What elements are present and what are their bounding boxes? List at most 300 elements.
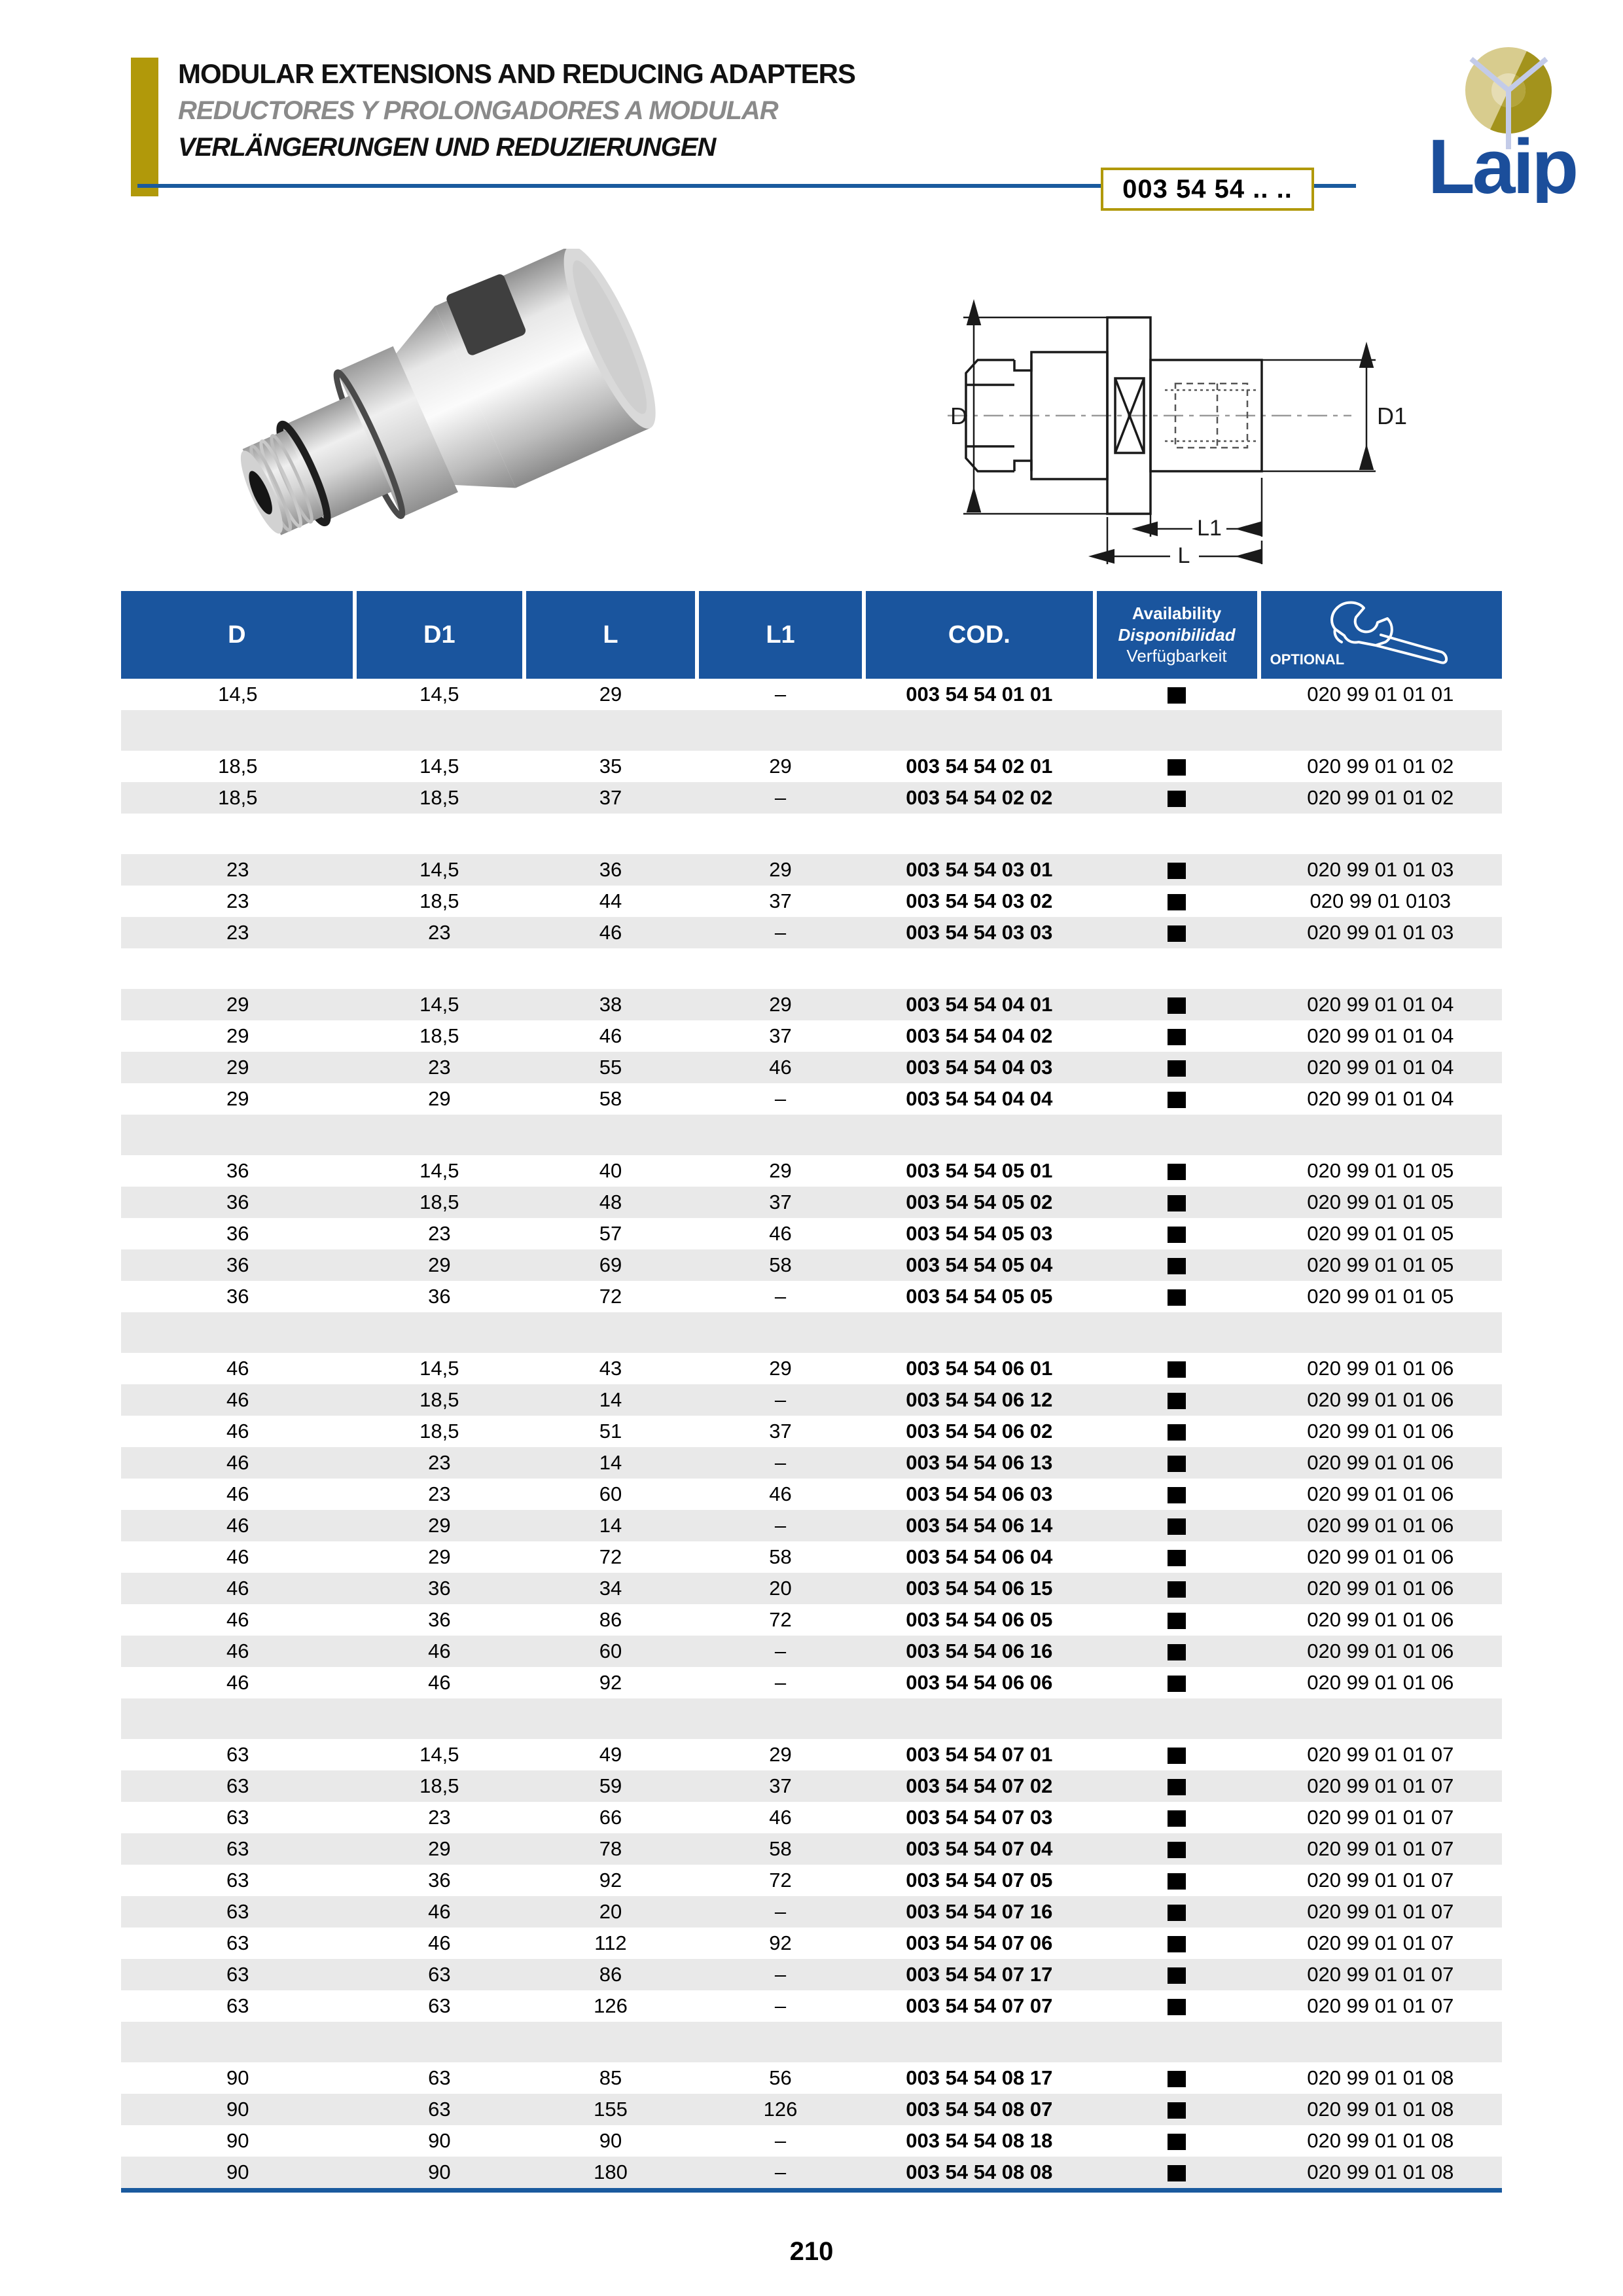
cell-d1: 18,5 (419, 1420, 459, 1443)
page-titles (178, 60, 855, 160)
cell-cod: 003 54 54 06 15 (906, 1577, 1053, 1600)
cell-cod: 003 54 54 04 01 (906, 993, 1053, 1016)
cell-availability (1095, 2094, 1259, 2125)
availability-square-icon (1168, 863, 1186, 879)
cell-availability (1095, 1896, 1259, 1928)
cell-optional-code: 020 99 01 01 05 (1307, 1222, 1454, 1245)
cell-d1: 46 (428, 1640, 451, 1662)
dim-label-l1: L1 (1197, 516, 1222, 541)
cell-d: 63 (226, 1900, 249, 1923)
cell-l: 78 (599, 1837, 622, 1860)
cell-d1: 14,5 (419, 1159, 459, 1182)
cell-optional-code: 020 99 01 01 07 (1307, 1869, 1454, 1892)
availability-es: Disponibilidad (1118, 624, 1236, 645)
cell-availability (1095, 1739, 1259, 1770)
cell-l1: – (774, 1900, 787, 1923)
table-spacer-row (121, 814, 1502, 854)
availability-square-icon (1168, 1361, 1186, 1378)
product-table-wrap (121, 591, 1502, 2193)
cell-d1: 36 (428, 1285, 451, 1308)
cell-optional-code: 020 99 01 01 02 (1307, 786, 1454, 809)
availability-square-icon (1168, 1873, 1186, 1890)
cell-l: 72 (599, 1545, 622, 1568)
cell-availability (1095, 1416, 1259, 1447)
table-row (121, 1249, 1502, 1281)
cell-availability (1095, 679, 1259, 710)
availability-en: Availability (1132, 603, 1222, 624)
cell-d1: 14,5 (419, 755, 459, 778)
cell-optional-code: 020 99 01 01 05 (1307, 1159, 1454, 1182)
cell-d: 90 (226, 2066, 249, 2089)
spacer-cell (121, 1698, 1502, 1739)
table-row (121, 1479, 1502, 1510)
cell-d: 46 (226, 1545, 249, 1568)
table-row (121, 1896, 1502, 1928)
cell-cod: 003 54 54 03 01 (906, 858, 1053, 881)
spacer-cell (121, 1312, 1502, 1353)
col-header-optional (1259, 591, 1502, 679)
cell-l1: – (774, 1640, 787, 1662)
cell-d: 46 (226, 1514, 249, 1537)
table-row (121, 1155, 1502, 1187)
cell-l: 92 (599, 1671, 622, 1694)
cell-d1: 23 (428, 1056, 451, 1079)
spacer-cell (121, 710, 1502, 751)
cell-l: 60 (599, 1482, 622, 1505)
cell-l: 29 (599, 683, 622, 706)
cell-d: 29 (226, 1056, 249, 1079)
cell-l1: – (774, 1285, 787, 1308)
cell-l: 55 (599, 1056, 622, 1079)
page-number: 210 (789, 2237, 834, 2266)
availability-square-icon (1168, 1227, 1186, 1243)
table-row (121, 751, 1502, 782)
cell-d1: 36 (428, 1869, 451, 1892)
cell-l1: – (774, 1087, 787, 1110)
cell-l1: – (774, 1963, 787, 1986)
cell-l1: 37 (769, 1420, 792, 1443)
cell-d: 46 (226, 1671, 249, 1694)
table-row (121, 2094, 1502, 2125)
cell-optional-code: 020 99 01 01 07 (1307, 1806, 1454, 1829)
cell-d: 63 (226, 1963, 249, 1986)
cell-availability (1095, 1959, 1259, 1990)
cell-d1: 14,5 (419, 1357, 459, 1380)
availability-square-icon (1168, 1676, 1186, 1692)
cell-l1: 29 (769, 858, 792, 881)
table-spacer-row (121, 710, 1502, 751)
cell-optional-code: 020 99 01 01 05 (1307, 1285, 1454, 1308)
table-body (121, 679, 1502, 2188)
cell-l1: 58 (769, 1837, 792, 1860)
cell-l1: 29 (769, 1357, 792, 1380)
cell-l: 72 (599, 1285, 622, 1308)
availability-square-icon (1168, 687, 1186, 704)
table-row (121, 1865, 1502, 1896)
cell-d1: 18,5 (419, 1774, 459, 1797)
cell-availability (1095, 1384, 1259, 1416)
cell-cod: 003 54 54 06 02 (906, 1420, 1053, 1443)
availability-square-icon (1168, 1487, 1186, 1503)
table-row (121, 1187, 1502, 1218)
availability-square-icon (1168, 2134, 1186, 2150)
table-row (121, 1510, 1502, 1541)
cell-d: 23 (226, 858, 249, 881)
cell-availability (1095, 1802, 1259, 1833)
cell-cod: 003 54 54 07 06 (906, 1931, 1053, 1954)
cell-availability (1095, 1479, 1259, 1510)
availability-square-icon (1168, 2071, 1186, 2087)
cell-d: 46 (226, 1451, 249, 1474)
table-row (121, 1416, 1502, 1447)
table-row (121, 854, 1502, 886)
cell-availability (1095, 886, 1259, 917)
cell-optional-code: 020 99 01 01 06 (1307, 1640, 1454, 1662)
spacer-cell (121, 2022, 1502, 2062)
cell-d: 46 (226, 1577, 249, 1600)
table-spacer-row (121, 1698, 1502, 1739)
availability-square-icon (1168, 2165, 1186, 2181)
cell-cod: 003 54 54 07 17 (906, 1963, 1053, 1986)
availability-square-icon (1168, 1936, 1186, 1952)
cell-availability (1095, 917, 1259, 948)
table-row (121, 886, 1502, 917)
cell-d: 36 (226, 1222, 249, 1245)
cell-l1: – (774, 1671, 787, 1694)
laip-logo-graphic (1387, 39, 1616, 203)
cell-l: 85 (599, 2066, 622, 2089)
cell-d: 18,5 (218, 755, 258, 778)
cell-l: 38 (599, 993, 622, 1016)
cell-l1: – (774, 1514, 787, 1537)
cell-l: 48 (599, 1191, 622, 1213)
cell-optional-code: 020 99 01 01 08 (1307, 2161, 1454, 2183)
cell-availability (1095, 1928, 1259, 1959)
cell-l: 60 (599, 1640, 622, 1662)
cell-optional-code: 020 99 01 01 06 (1307, 1577, 1454, 1600)
table-row (121, 1281, 1502, 1312)
availability-square-icon (1168, 1258, 1186, 1274)
cell-l1: 20 (769, 1577, 792, 1600)
cell-optional-code: 020 99 01 01 06 (1307, 1357, 1454, 1380)
table-spacer-row (121, 2022, 1502, 2062)
cell-cod: 003 54 54 07 03 (906, 1806, 1053, 1829)
cell-cod: 003 54 54 07 01 (906, 1743, 1053, 1766)
spacer-cell (121, 948, 1502, 989)
cell-availability (1095, 1604, 1259, 1636)
cell-d: 63 (226, 1994, 249, 2017)
cell-cod: 003 54 54 04 02 (906, 1024, 1053, 1047)
cell-l: 86 (599, 1963, 622, 1986)
cell-optional-code: 020 99 01 01 06 (1307, 1545, 1454, 1568)
cell-availability (1095, 1020, 1259, 1052)
table-row (121, 989, 1502, 1020)
cell-optional-code: 020 99 01 01 02 (1307, 755, 1454, 778)
cell-l: 92 (599, 1869, 622, 1892)
cell-cod: 003 54 54 02 02 (906, 786, 1053, 809)
table-row (121, 1353, 1502, 1384)
cell-availability (1095, 1353, 1259, 1384)
cell-d: 46 (226, 1608, 249, 1631)
spacer-cell (121, 814, 1502, 854)
table-row (121, 1083, 1502, 1115)
cell-d: 46 (226, 1388, 249, 1411)
col-header-l1: L1 (697, 591, 864, 679)
cell-l: 43 (599, 1357, 622, 1380)
cell-availability (1095, 2125, 1259, 2157)
cell-d: 14,5 (218, 683, 258, 706)
cell-l: 37 (599, 786, 622, 809)
cell-l1: 58 (769, 1253, 792, 1276)
table-row (121, 1447, 1502, 1479)
cell-cod: 003 54 54 05 04 (906, 1253, 1053, 1276)
availability-square-icon (1168, 1748, 1186, 1764)
table-spacer-row (121, 1115, 1502, 1155)
cell-availability (1095, 1573, 1259, 1604)
availability-square-icon (1168, 1393, 1186, 1409)
cell-l: 66 (599, 1806, 622, 1829)
cell-d: 29 (226, 993, 249, 1016)
cell-l: 44 (599, 889, 622, 912)
cell-cod: 003 54 54 07 04 (906, 1837, 1053, 1860)
cell-l1: 92 (769, 1931, 792, 1954)
cell-d: 36 (226, 1253, 249, 1276)
table-row (121, 1604, 1502, 1636)
cell-availability (1095, 2062, 1259, 2094)
cell-optional-code: 020 99 01 01 07 (1307, 1743, 1454, 1766)
availability-square-icon (1168, 925, 1186, 942)
cell-l: 59 (599, 1774, 622, 1797)
product-photo (190, 249, 713, 576)
cell-availability (1095, 1541, 1259, 1573)
cell-availability (1095, 782, 1259, 814)
cell-l: 51 (599, 1420, 622, 1443)
cell-d1: 90 (428, 2161, 451, 2183)
cell-cod: 003 54 54 06 01 (906, 1357, 1053, 1380)
table-row (121, 1218, 1502, 1249)
cell-cod: 003 54 54 04 04 (906, 1087, 1053, 1110)
cell-cod: 003 54 54 05 01 (906, 1159, 1053, 1182)
cell-availability (1095, 1636, 1259, 1667)
cell-d: 29 (226, 1024, 249, 1047)
cell-l1: 56 (769, 2066, 792, 2089)
cell-l1: – (774, 1994, 787, 2017)
cell-d1: 23 (428, 1222, 451, 1245)
cell-cod: 003 54 54 06 04 (906, 1545, 1053, 1568)
cell-optional-code: 020 99 01 01 06 (1307, 1671, 1454, 1694)
table-row (121, 1636, 1502, 1667)
cell-l1: 46 (769, 1222, 792, 1245)
cell-l: 35 (599, 755, 622, 778)
cell-availability (1095, 1249, 1259, 1281)
cell-l1: 29 (769, 755, 792, 778)
availability-square-icon (1168, 1424, 1186, 1441)
cell-d: 63 (226, 1743, 249, 1766)
availability-square-icon (1168, 1289, 1186, 1306)
cell-availability (1095, 989, 1259, 1020)
cell-l: 155 (594, 2098, 628, 2121)
cell-l1: – (774, 2161, 787, 2183)
cell-availability (1095, 1667, 1259, 1698)
cell-optional-code: 020 99 01 01 07 (1307, 1963, 1454, 1986)
cell-d: 63 (226, 1774, 249, 1797)
cell-optional-code: 020 99 01 01 01 (1307, 683, 1454, 706)
cell-availability (1095, 1833, 1259, 1865)
cell-d1: 36 (428, 1608, 451, 1631)
cell-optional-code: 020 99 01 01 05 (1307, 1191, 1454, 1213)
availability-square-icon (1168, 1550, 1186, 1566)
cell-l1: 37 (769, 1774, 792, 1797)
table-row (121, 1573, 1502, 1604)
cell-d1: 29 (428, 1837, 451, 1860)
cell-optional-code: 020 99 01 01 06 (1307, 1388, 1454, 1411)
cell-d: 46 (226, 1640, 249, 1662)
cell-optional-code: 020 99 01 0103 (1310, 889, 1452, 912)
cell-optional-code: 020 99 01 01 04 (1307, 1087, 1454, 1110)
cell-cod: 003 54 54 03 02 (906, 889, 1053, 912)
cell-optional-code: 020 99 01 01 04 (1307, 1024, 1454, 1047)
availability-square-icon (1168, 1779, 1186, 1795)
cell-cod: 003 54 54 06 12 (906, 1388, 1053, 1411)
availability-square-icon (1168, 1967, 1186, 1984)
cell-cod: 003 54 54 05 03 (906, 1222, 1053, 1245)
cell-cod: 003 54 54 07 16 (906, 1900, 1053, 1923)
title-spanish: REDUCTORES Y PROLONGADORES A MODULAR (178, 96, 778, 125)
cell-availability (1095, 1083, 1259, 1115)
cell-d1: 46 (428, 1900, 451, 1923)
cell-optional-code: 020 99 01 01 06 (1307, 1514, 1454, 1537)
cell-d1: 23 (428, 921, 451, 944)
cell-d1: 14,5 (419, 1743, 459, 1766)
laip-logo-text: Laip (1427, 124, 1577, 203)
cell-d1: 63 (428, 2066, 451, 2089)
cell-d1: 14,5 (419, 683, 459, 706)
cell-cod: 003 54 54 06 05 (906, 1608, 1053, 1631)
cell-optional-code: 020 99 01 01 07 (1307, 1837, 1454, 1860)
cell-l1: 29 (769, 1159, 792, 1182)
cell-l1: – (774, 683, 787, 706)
title-german: VERLÄNGERUNGEN UND REDUZIERUNGEN (178, 133, 716, 162)
table-row (121, 1020, 1502, 1052)
availability-square-icon (1168, 2102, 1186, 2119)
cell-l: 20 (599, 1900, 622, 1923)
availability-square-icon (1168, 1195, 1186, 1211)
table-row (121, 1959, 1502, 1990)
table-spacer-row (121, 1312, 1502, 1353)
cell-l1: 46 (769, 1806, 792, 1829)
table-row (121, 1802, 1502, 1833)
availability-square-icon (1168, 1613, 1186, 1629)
cell-l: 14 (599, 1451, 622, 1474)
cell-optional-code: 020 99 01 01 07 (1307, 1931, 1454, 1954)
cell-l: 46 (599, 1024, 622, 1047)
cell-l1: 72 (769, 1869, 792, 1892)
table-row (121, 1770, 1502, 1802)
availability-square-icon (1168, 1999, 1186, 2015)
spacer-cell (121, 1115, 1502, 1155)
cell-cod: 003 54 54 01 01 (906, 683, 1053, 706)
cell-cod: 003 54 54 06 06 (906, 1671, 1053, 1694)
cell-d1: 23 (428, 1806, 451, 1829)
cell-l1: 126 (763, 2098, 798, 2121)
col-header-l: L (524, 591, 697, 679)
cell-optional-code: 020 99 01 01 07 (1307, 1774, 1454, 1797)
table-row (121, 782, 1502, 814)
cell-d: 29 (226, 1087, 249, 1110)
cell-l1: 37 (769, 1024, 792, 1047)
cell-availability (1095, 1770, 1259, 1802)
availability-square-icon (1168, 1518, 1186, 1535)
table-spacer-row (121, 948, 1502, 989)
laip-logo (1387, 39, 1616, 206)
cell-d: 23 (226, 889, 249, 912)
cell-cod: 003 54 54 07 05 (906, 1869, 1053, 1892)
cell-l: 86 (599, 1608, 622, 1631)
cell-cod: 003 54 54 08 07 (906, 2098, 1053, 2121)
cell-d1: 18,5 (419, 1191, 459, 1213)
product-code-badge: 003 54 54 .. .. (1101, 168, 1314, 211)
cell-optional-code: 020 99 01 01 08 (1307, 2129, 1454, 2152)
cell-optional-code: 020 99 01 01 08 (1307, 2066, 1454, 2089)
dim-label-l: L (1177, 543, 1190, 568)
cell-l: 58 (599, 1087, 622, 1110)
availability-square-icon (1168, 1810, 1186, 1827)
availability-square-icon (1168, 1164, 1186, 1180)
cell-optional-code: 020 99 01 01 04 (1307, 993, 1454, 1016)
cell-optional-code: 020 99 01 01 07 (1307, 1994, 1454, 2017)
cell-optional-code: 020 99 01 01 08 (1307, 2098, 1454, 2121)
cell-d1: 63 (428, 1963, 451, 1986)
cell-cod: 003 54 54 06 16 (906, 1640, 1053, 1662)
cell-d: 46 (226, 1420, 249, 1443)
cell-d1: 63 (428, 2098, 451, 2121)
col-header-availability (1095, 591, 1259, 679)
cell-availability (1095, 1218, 1259, 1249)
cell-l: 34 (599, 1577, 622, 1600)
cell-l: 14 (599, 1514, 622, 1537)
availability-square-icon (1168, 997, 1186, 1014)
cell-d1: 18,5 (419, 1024, 459, 1047)
cell-availability (1095, 1865, 1259, 1896)
cell-d: 46 (226, 1482, 249, 1505)
cell-l: 40 (599, 1159, 622, 1182)
cell-l: 14 (599, 1388, 622, 1411)
cell-d1: 23 (428, 1451, 451, 1474)
title-english: MODULAR EXTENSIONS AND REDUCING ADAPTERS (178, 58, 855, 89)
availability-square-icon (1168, 894, 1186, 910)
cell-cod: 003 54 54 07 02 (906, 1774, 1053, 1797)
cell-l1: 37 (769, 889, 792, 912)
table-row (121, 2125, 1502, 2157)
availability-square-icon (1168, 791, 1186, 807)
cell-d1: 63 (428, 1994, 451, 2017)
cell-d: 90 (226, 2161, 249, 2183)
cell-cod: 003 54 54 04 03 (906, 1056, 1053, 1079)
cell-l1: – (774, 1388, 787, 1411)
cell-optional-code: 020 99 01 01 03 (1307, 858, 1454, 881)
cell-cod: 003 54 54 02 01 (906, 755, 1053, 778)
cell-l1: – (774, 786, 787, 809)
cell-optional-code: 020 99 01 01 07 (1307, 1900, 1454, 1923)
cell-availability (1095, 1990, 1259, 2022)
cell-cod: 003 54 54 05 05 (906, 1285, 1053, 1308)
cell-d1: 29 (428, 1087, 451, 1110)
availability-square-icon (1168, 759, 1186, 776)
table-row (121, 1052, 1502, 1083)
cell-availability (1095, 1187, 1259, 1218)
availability-square-icon (1168, 1581, 1186, 1598)
cell-optional-code: 020 99 01 01 06 (1307, 1451, 1454, 1474)
